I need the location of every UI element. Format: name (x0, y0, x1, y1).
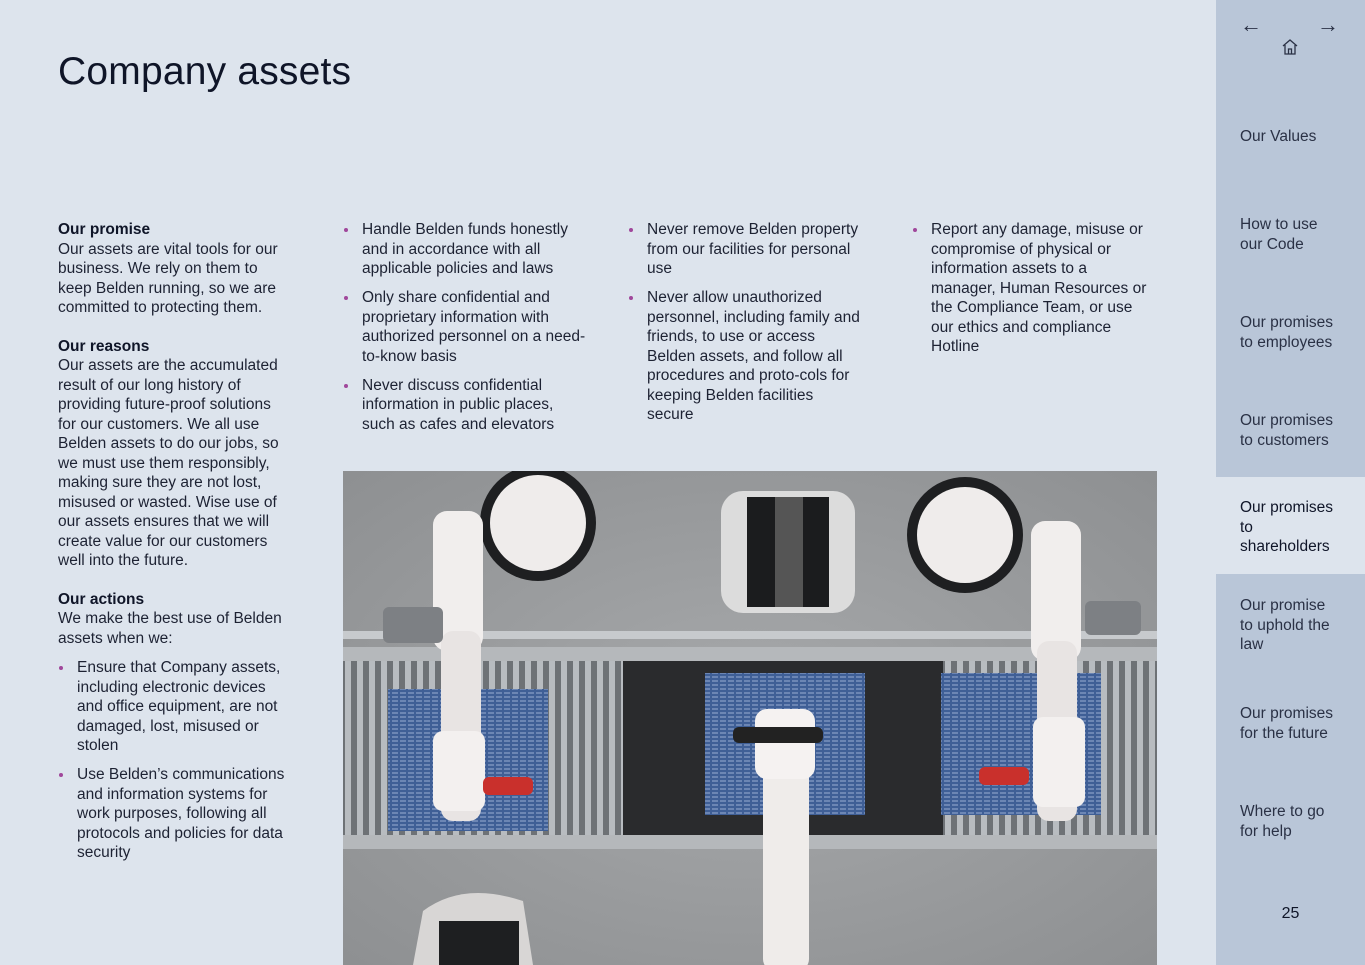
actions-list-1 (58, 658, 293, 863)
column-1 (58, 220, 293, 872)
column-3 (628, 220, 863, 434)
sidebar-item-shareholders[interactable]: Our promises to shareholders (1216, 477, 1365, 574)
sidebar-item-future[interactable]: Our promises for the future (1240, 705, 1334, 742)
action-bullet: Only share confidential and proprietary information with authorized personnel on a need-to-know basis (343, 288, 588, 366)
promise-body: Our assets are vital tools for our business. We rely on them to keep Belden running, so we are committed to protecting them. (58, 240, 278, 316)
action-bullet: Never remove Belden property from our facilities for personal use (628, 220, 863, 279)
column-2 (343, 220, 588, 444)
sidebar-item-law[interactable]: Our promise to uphold the law (1240, 597, 1330, 653)
action-bullet: Never allow unauthorized personnel, including family and friends, to use or access Belden assets, and follow all procedures and proto-cols for keeping Belden facilities secure (628, 288, 863, 425)
robot-conveyor-photo (343, 471, 1157, 965)
actions-list-4 (912, 220, 1152, 357)
action-bullet: Handle Belden funds honestly and in accordance with all applicable policies and laws (343, 220, 588, 279)
sidebar-nav (1216, 0, 1365, 965)
actions-intro: We make the best use of Belden assets when we: (58, 610, 282, 647)
action-bullet: Ensure that Company assets, including electronic devices and office equipment, are not damaged, lost, misused or stolen (58, 658, 293, 756)
promise-heading: Our promise (58, 221, 151, 238)
page-number: 25 (1281, 905, 1300, 922)
arrow-left-icon[interactable]: ← (1240, 12, 1262, 37)
action-bullet: Never discuss confidential information in public places, such as cafes and elevators (343, 376, 588, 435)
sidebar-item-employees[interactable]: Our promises to employees (1240, 314, 1334, 351)
arrow-right-icon[interactable]: → (1317, 12, 1339, 37)
sidebar-item-help[interactable]: Where to go for help (1240, 803, 1325, 840)
actions-list-3 (628, 220, 863, 425)
reasons-heading: Our reasons (58, 337, 150, 355)
reasons-body: Our assets are the accumulated result of our long history of providing future-proof solutions for our customers. We all use Belden assets to do our jobs, so we must use them responsibly, making sure they are not lost, misused or wasted. Wise use of our assets ensures that we will create value for our customers well into the future. (58, 357, 279, 569)
sidebar-item-our-values[interactable]: Our Values (1240, 128, 1317, 145)
sidebar-item-customers[interactable]: Our promises to customers (1240, 412, 1334, 449)
actions-list-2 (343, 220, 588, 434)
page-title: Company assets (58, 50, 352, 93)
actions-heading: Our actions (58, 590, 145, 608)
home-icon[interactable] (1280, 37, 1300, 57)
sidebar-item-how-to-use[interactable]: How to use our Code (1240, 216, 1318, 253)
action-bullet: Use Belden’s communications and information systems for work purposes, following all protocols and policies for data security (58, 765, 293, 863)
action-bullet: Report any damage, misuse or compromise of physical or information assets to a manager, Human Resources or the Compliance Team, or use our ethics and compliance Hotline (912, 220, 1152, 357)
column-4 (912, 220, 1152, 366)
